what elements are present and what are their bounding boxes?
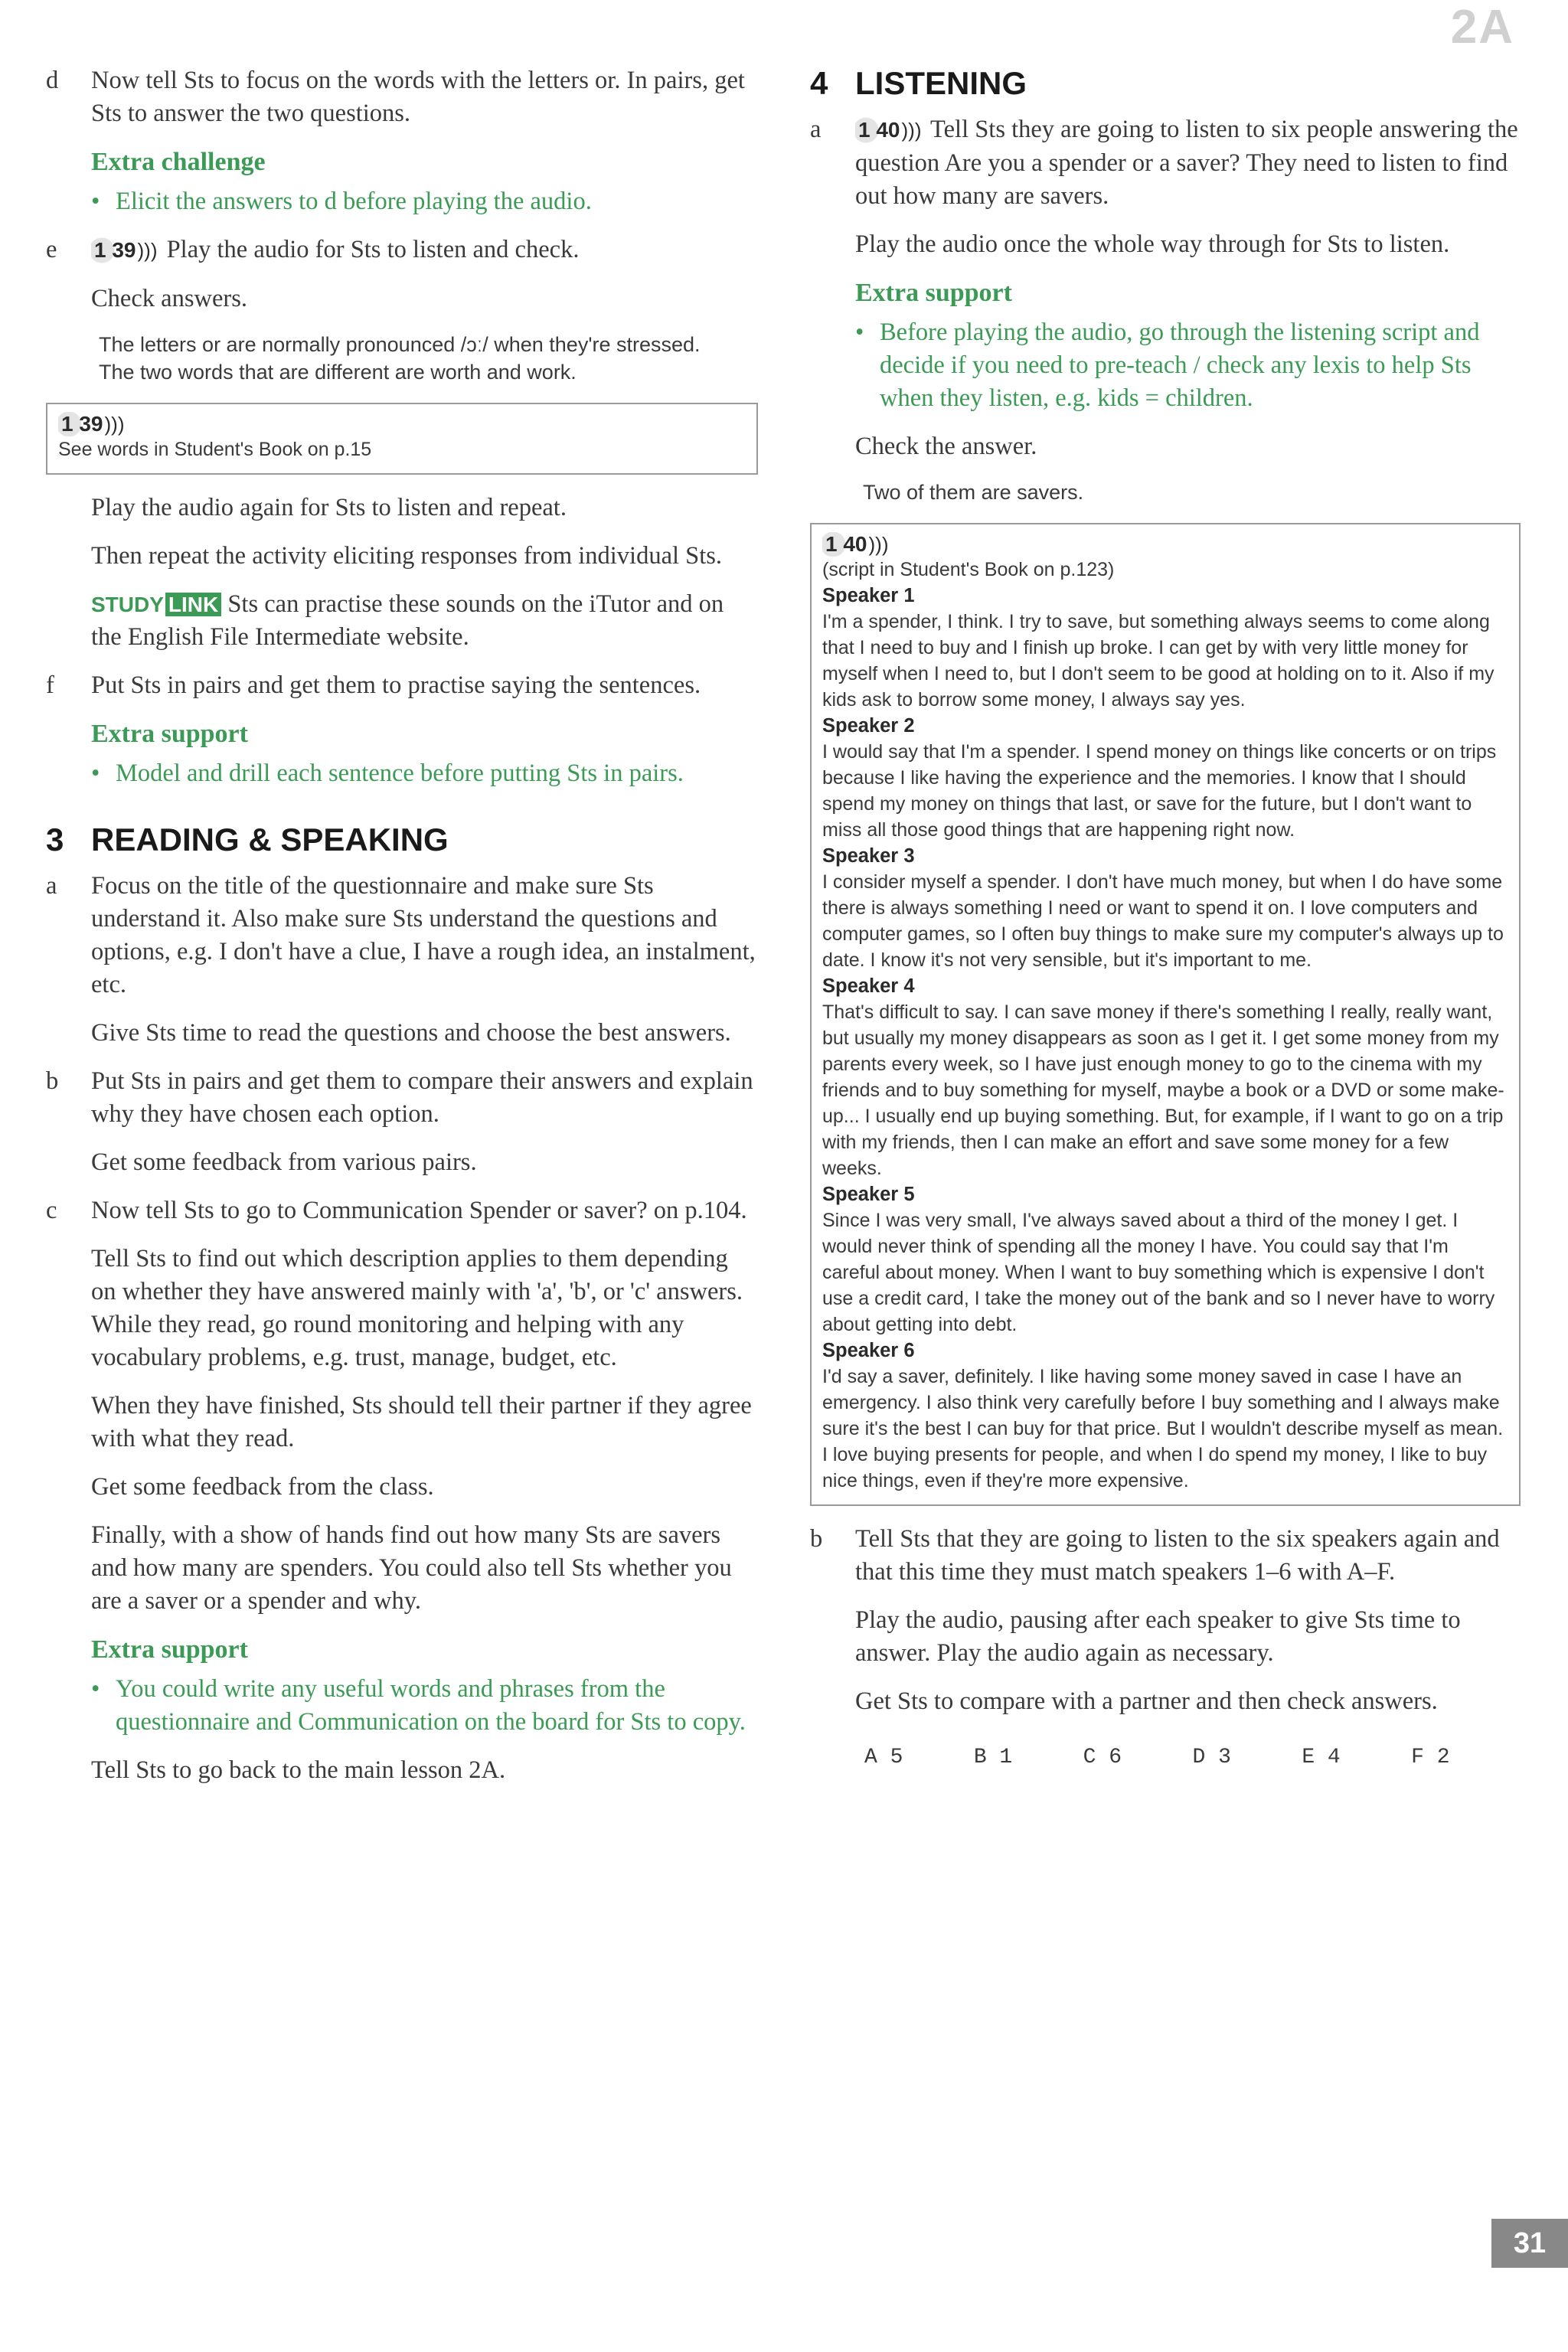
section-4-heading: 4 LISTENING xyxy=(810,65,1027,101)
study-link-badge: STUDY LINK xyxy=(91,593,221,616)
step-a xyxy=(46,870,758,1050)
play-again-text: Play the audio again for Sts to listen and repeat. xyxy=(91,494,567,521)
answer-text: Two of them are savers. xyxy=(863,481,1084,504)
speaker-text: I consider myself a spender. I don't have much money, but when I do have some there is always something I need or want to spend it on. I love computers and computer games, so I often buy things to make sure my computer's always up to date. I know it's not very sensible, but it's important to me. xyxy=(822,871,1504,971)
audio-icon[interactable]: 1 40))) xyxy=(855,113,924,147)
speaker-name: Speaker 4 xyxy=(822,975,915,997)
step-letter: a xyxy=(810,116,822,143)
step-letter: a xyxy=(46,872,57,900)
answer-item: C 6 xyxy=(1083,1746,1122,1769)
answers-row xyxy=(864,1746,1521,1769)
study-link: STUDY LINK Sts can practise these sounds on the iTutor and on the English File Intermediate website. xyxy=(91,590,724,651)
step-letter: b xyxy=(810,1525,823,1553)
step-letter: f xyxy=(46,671,54,699)
step-c-text3: When they have finished, Sts should tell their partner if they agree with what they read. xyxy=(91,1392,752,1452)
audio-box-icon[interactable]: 1 39))) xyxy=(58,412,746,436)
audio-box xyxy=(46,403,758,475)
step-c-text: Now tell Sts to go to Communication Spender or saver? on p.104. xyxy=(91,1197,747,1224)
step-b xyxy=(810,1523,1521,1769)
step-b-text: Put Sts in pairs and get them to compare their answers and explain why they have chosen each option. xyxy=(91,1067,753,1128)
extra-challenge-bullet: • Elicit the answers to d before playing the audio. xyxy=(91,185,758,218)
step-b-text3: Get Sts to compare with a partner and then check answers. xyxy=(855,1687,1438,1715)
speaker-name: Speaker 3 xyxy=(822,845,915,867)
extra-support-bullet: • Model and drill each sentence before putting Sts in pairs. xyxy=(91,757,758,790)
extra-support-heading: Extra support xyxy=(855,279,1012,307)
speaker-text: Since I was very small, I've always saved about a third of the money I get. I would never think of spending all the money I have. You could say that I'm careful about money. When I want to buy something which is expensive I don't use a credit card, I take the money out of the bank and so I never have to worry about getting into debt. xyxy=(822,1210,1495,1335)
speaker-name: Speaker 5 xyxy=(822,1184,915,1205)
step-letter: d xyxy=(46,67,59,94)
speaker-name: Speaker 1 xyxy=(822,585,915,606)
step-e-text: 1 39))) Play the audio for Sts to listen and check. xyxy=(91,234,758,267)
unit-tag: 2A xyxy=(1450,1,1514,54)
step-c-text2: Tell Sts to find out which description applies to them depending on whether they have answered mainly with 'a', 'b', or 'c' answers. While they read, go round monitoring and helping with any vocabulary problems, e.g. trust, manage, budget, etc. xyxy=(91,1245,743,1371)
audio-icon[interactable]: 1 39))) xyxy=(91,234,160,267)
answer-item: F 2 xyxy=(1411,1746,1450,1769)
step-a-text: Focus on the title of the questionnaire and make sure Sts understand it. Also make sure Sts understand the questions and options, e.g. I don't have a clue, I have a rough idea, an instalment, etc. xyxy=(91,872,756,998)
answer-item: E 4 xyxy=(1302,1746,1341,1769)
speaker-text: I would say that I'm a spender. I spend money on things like concerts or on trips because I like having the experience and the memories. I know that I should spend my money on things that last, or save for the future, but I don't want to miss all those good things that are happening right now. xyxy=(822,741,1497,841)
extra-support-heading: Extra support xyxy=(91,1635,248,1664)
repeat-text: Then repeat the activity eliciting responses from individual Sts. xyxy=(91,542,723,570)
speaker-text: That's difficult to say. I can save money if there's something I really, really want, but usually my money disappears as soon as I get it. I get some money from my parents every week, so I have just enough money to go to the cinema with my friends and to buy something for myself, maybe a book or a DVD or some make-up... I usually end up buying something. But, for example, if I want to go on a trip with my friends, then I can make an effort and save some money for a few weeks. xyxy=(822,1001,1504,1179)
step-e-cont xyxy=(46,492,758,654)
step-a-text2: Play the audio once the whole way through for Sts to listen. xyxy=(855,230,1450,258)
extra-challenge xyxy=(46,145,758,218)
speaker-5 xyxy=(822,1181,1508,1338)
script-box xyxy=(810,523,1521,1506)
script-audio-icon[interactable]: 1 40))) xyxy=(822,532,1508,557)
page-number: 31 xyxy=(1491,2219,1568,2268)
script-ref: (script in Student's Book on p.123) xyxy=(822,559,1115,580)
bullet-icon: • xyxy=(91,1675,100,1703)
answer-text: The letters or are normally pronounced /ɔː/ when they're stressed. The two words that are different are worth and work. xyxy=(99,333,701,384)
extra-challenge-heading: Extra challenge xyxy=(91,148,266,176)
step-c xyxy=(46,1194,758,1787)
speaker-name: Speaker 2 xyxy=(822,715,915,737)
step-b-text2: Get some feedback from various pairs. xyxy=(91,1148,477,1176)
bullet-icon: • xyxy=(91,188,100,215)
check-answers: Check answers. xyxy=(91,285,247,312)
step-f xyxy=(46,669,758,790)
step-d-text: Now tell Sts to focus on the words with the letters or. In pairs, get Sts to answer the two questions. xyxy=(91,67,745,127)
step-c-text4: Get some feedback from the class. xyxy=(91,1473,434,1501)
speaker-1 xyxy=(822,583,1508,713)
speaker-4 xyxy=(822,973,1508,1181)
check-answer: Check the answer. xyxy=(855,433,1037,460)
speaker-text: I'm a spender, I think. I try to save, but something always seems to come along that I need to buy and I finish up broke. I can get by with very little money for myself when I need to, but I don't seem to be good at holding on to it. Also if my kids ask to borrow some money, I always say yes. xyxy=(822,611,1494,710)
step-b-text2: Play the audio, pausing after each speaker to give Sts time to answer. Play the audio again as necessary. xyxy=(855,1606,1461,1667)
speaker-text: I'd say a saver, definitely. I like having some money saved in case I have an emergency. I also think very carefully before I buy something and I always make sure it's the best I can buy for that price. But I wouldn't describe myself as mean. I love buying presents for people, and when I do spend my money, I like to buy nice things, even if they're more expensive. xyxy=(822,1366,1504,1491)
step-b-text: Tell Sts that they are going to listen to the six speakers again and that this time they must match speakers 1–6 with A–F. xyxy=(855,1525,1500,1586)
step-a xyxy=(810,113,1521,506)
right-column xyxy=(810,64,1521,1769)
step-e xyxy=(46,234,758,386)
step-b xyxy=(46,1065,758,1179)
step-letter: e xyxy=(46,236,57,263)
answer-item: D 3 xyxy=(1192,1746,1231,1769)
audio-box-text: See words in Student's Book on p.15 xyxy=(58,439,372,460)
step-a-text2: Give Sts time to read the questions and choose the best answers. xyxy=(91,1019,731,1047)
extra-support-heading: Extra support xyxy=(91,720,248,748)
extra-support-bullet: • Before playing the audio, go through the listening script and decide if you need to pre-teach / check any lexis to help Sts when they listen, e.g. kids = children. xyxy=(855,316,1521,415)
speaker-name: Speaker 6 xyxy=(822,1340,915,1361)
step-d xyxy=(46,64,758,130)
answer-item: B 1 xyxy=(973,1746,1013,1769)
step-f-text: Put Sts in pairs and get them to practise saying the sentences. xyxy=(91,671,701,699)
extra-support-bullet: • You could write any useful words and phrases from the questionnaire and Communication on the board for Sts to copy. xyxy=(91,1673,758,1739)
step-a-text: 1 40))) Tell Sts they are going to listen to six people answering the question Are you a spender or a saver? They need to listen to find out how many are savers. xyxy=(855,113,1521,213)
speaker-3 xyxy=(822,843,1508,973)
left-column xyxy=(46,64,758,1802)
bullet-icon: • xyxy=(91,760,100,787)
step-letter: c xyxy=(46,1197,57,1224)
back-to-lesson: Tell Sts to go back to the main lesson 2A. xyxy=(91,1756,506,1784)
speaker-6 xyxy=(822,1338,1508,1494)
step-letter: b xyxy=(46,1067,59,1095)
step-c-text5: Finally, with a show of hands find out how many Sts are savers and how many are spenders. You could also tell Sts whether you are a saver or a spender and why. xyxy=(91,1521,732,1615)
section-3-heading: 3 READING & SPEAKING xyxy=(46,822,449,858)
answer-item: A 5 xyxy=(864,1746,903,1769)
speaker-2 xyxy=(822,713,1508,843)
bullet-icon: • xyxy=(855,318,864,346)
